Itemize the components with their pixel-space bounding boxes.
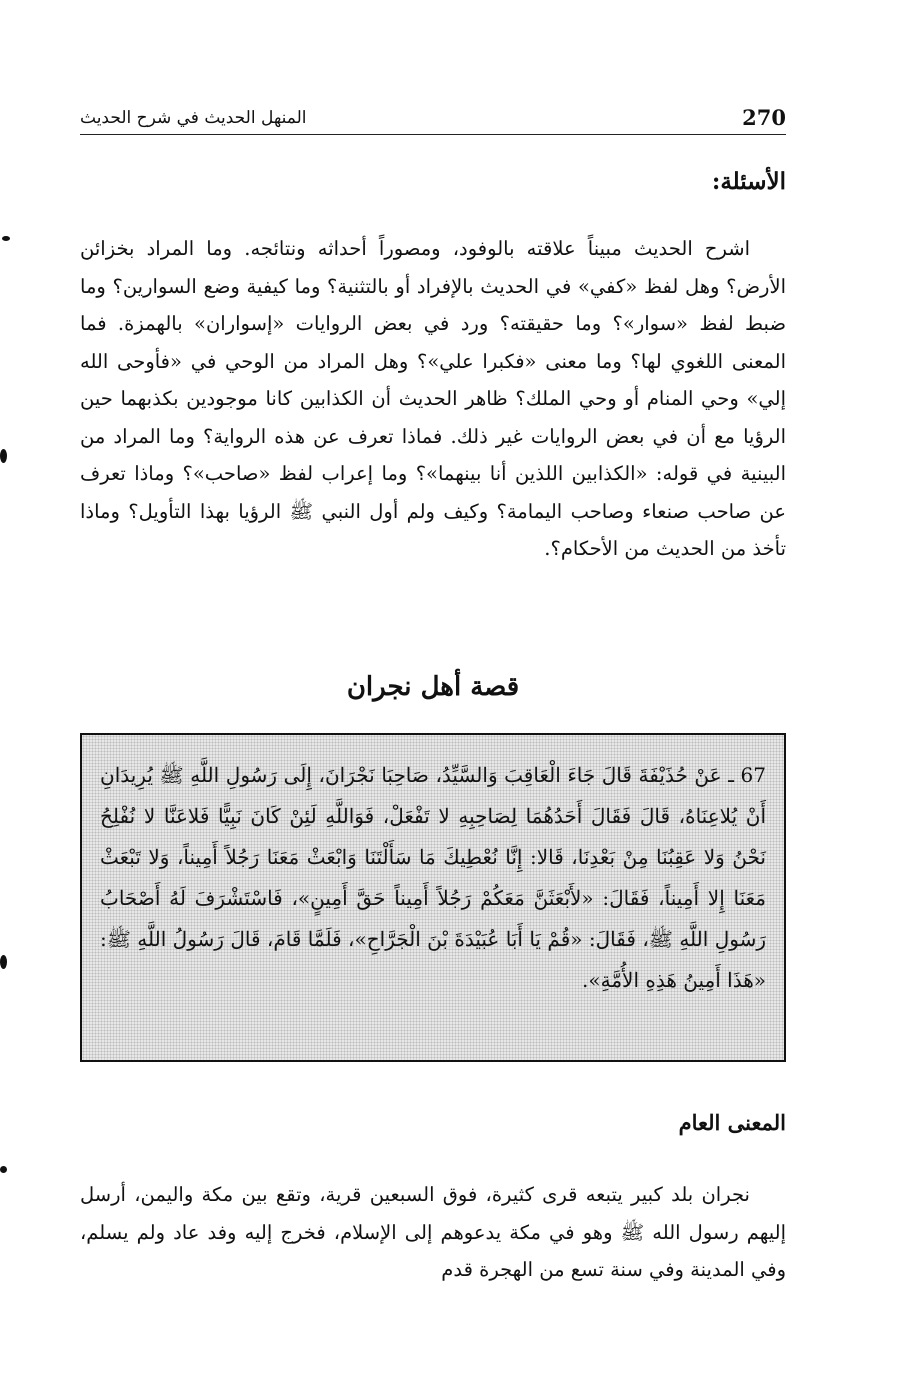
general-meaning-paragraph: نجران بلد كبير يتبعه قرى كثيرة، فوق السبعين قرية، وتقع بين مكة واليمن، أرسل إليهم رسول الله ﷺ وهو في مكة يدعوهم إلى الإسلام، فخرج إليه وفد عاد ولم يسلم، وفي المدينة وفي سنة تسع من الهجرة قدم bbox=[80, 1183, 786, 1281]
questions-paragraph: اشرح الحديث مبيناً علاقته بالوفود، ومصوراً أحداثه ونتائجه. وما المراد بخزائن الأرض؟ وهل لفظ «كفي» في الحديث بالإفراد أو بالتثنية؟ وما كيفية وضع السوارين؟ وما ضبط لفظ «سوار»؟ وما حقيقته؟ ورد في بعض الروايات «إسواران» بالهمزة. فما المعنى اللغوي لها؟ وما معنى «فكبرا علي»؟ وهل المراد من الوحي في «فأوحى الله إلي» وحي المنام أو وحي الملك؟ ظاهر الحديث أن الكذابين كانا موجودين بكذبهما حين الرؤيا مع أن في بعض الروايات غير ذلك. فماذا تعرف عن هذه الرواية؟ وما المراد من البينية في قوله: «الكذابين اللذين أنا بينهما»؟ وما إعراب لفظ «صاحب»؟ وماذا تعرف عن صاحب صنعاء وصاحب اليمامة؟ وكيف ولم أول النبي ﷺ الرؤيا بهذا التأويل؟ وماذا تأخذ من الحديث من الأحكام؟. bbox=[80, 237, 786, 560]
general-meaning-heading: المعنى العام bbox=[678, 1110, 786, 1135]
binding-mark bbox=[0, 1166, 7, 1173]
binding-mark bbox=[0, 955, 7, 969]
running-header bbox=[80, 100, 786, 135]
page-number: 270 bbox=[742, 105, 786, 130]
questions-heading: الأسئلة: bbox=[711, 168, 786, 195]
binding-mark bbox=[0, 449, 7, 463]
binding-mark bbox=[2, 236, 10, 241]
hadith-text: 67 ـ عَنْ حُذَيْفَةَ قَالَ جَاءَ الْعَاقِبَ وَالسَّيِّدُ، صَاحِبَا نَجْرَانَ، إِلَى رَسُولِ اللَّهِ ﷺ يُرِيدَانِ أَنْ يُلاعِنَاهُ، قَالَ فَقَالَ أَحَدُهُمَا لِصَاحِبِهِ لا تَفْعَلْ، فَوَاللَّهِ لَئِنْ كَانَ نَبِيًّا فَلاعَنَّا لا نُفْلِحُ نَحْنُ وَلا عَقِبُنَا مِنْ بَعْدِنَا، قَالا: إِنَّا نُعْطِيكَ مَا سَأَلْتَنَا وَابْعَثْ مَعَنَا رَجُلاً أَمِيناً، وَلا تَبْعَثْ مَعَنَا إِلا أَمِيناً، فَقَالَ: «لأَبْعَثَنَّ مَعَكُمْ رَجُلاً أَمِيناً حَقَّ أَمِينٍ»، فَاسْتَشْرَفَ لَهُ أَصْحَابُ رَسُولِ اللَّهِ ﷺ، فَقَالَ: «قُمْ يَا أَبَا عُبَيْدَةَ بْنَ الْجَرَّاحِ»، فَلَمَّا قَامَ، قَالَ رَسُولُ اللَّهِ ﷺ: «هَذَا أَمِينُ هَذِهِ الأُمَّةِ». bbox=[100, 763, 767, 992]
hadith-box bbox=[80, 733, 786, 1062]
book-title: المنهل الحديث في شرح الحديث bbox=[80, 108, 307, 128]
story-title: قصة أهل نجران bbox=[346, 672, 520, 702]
